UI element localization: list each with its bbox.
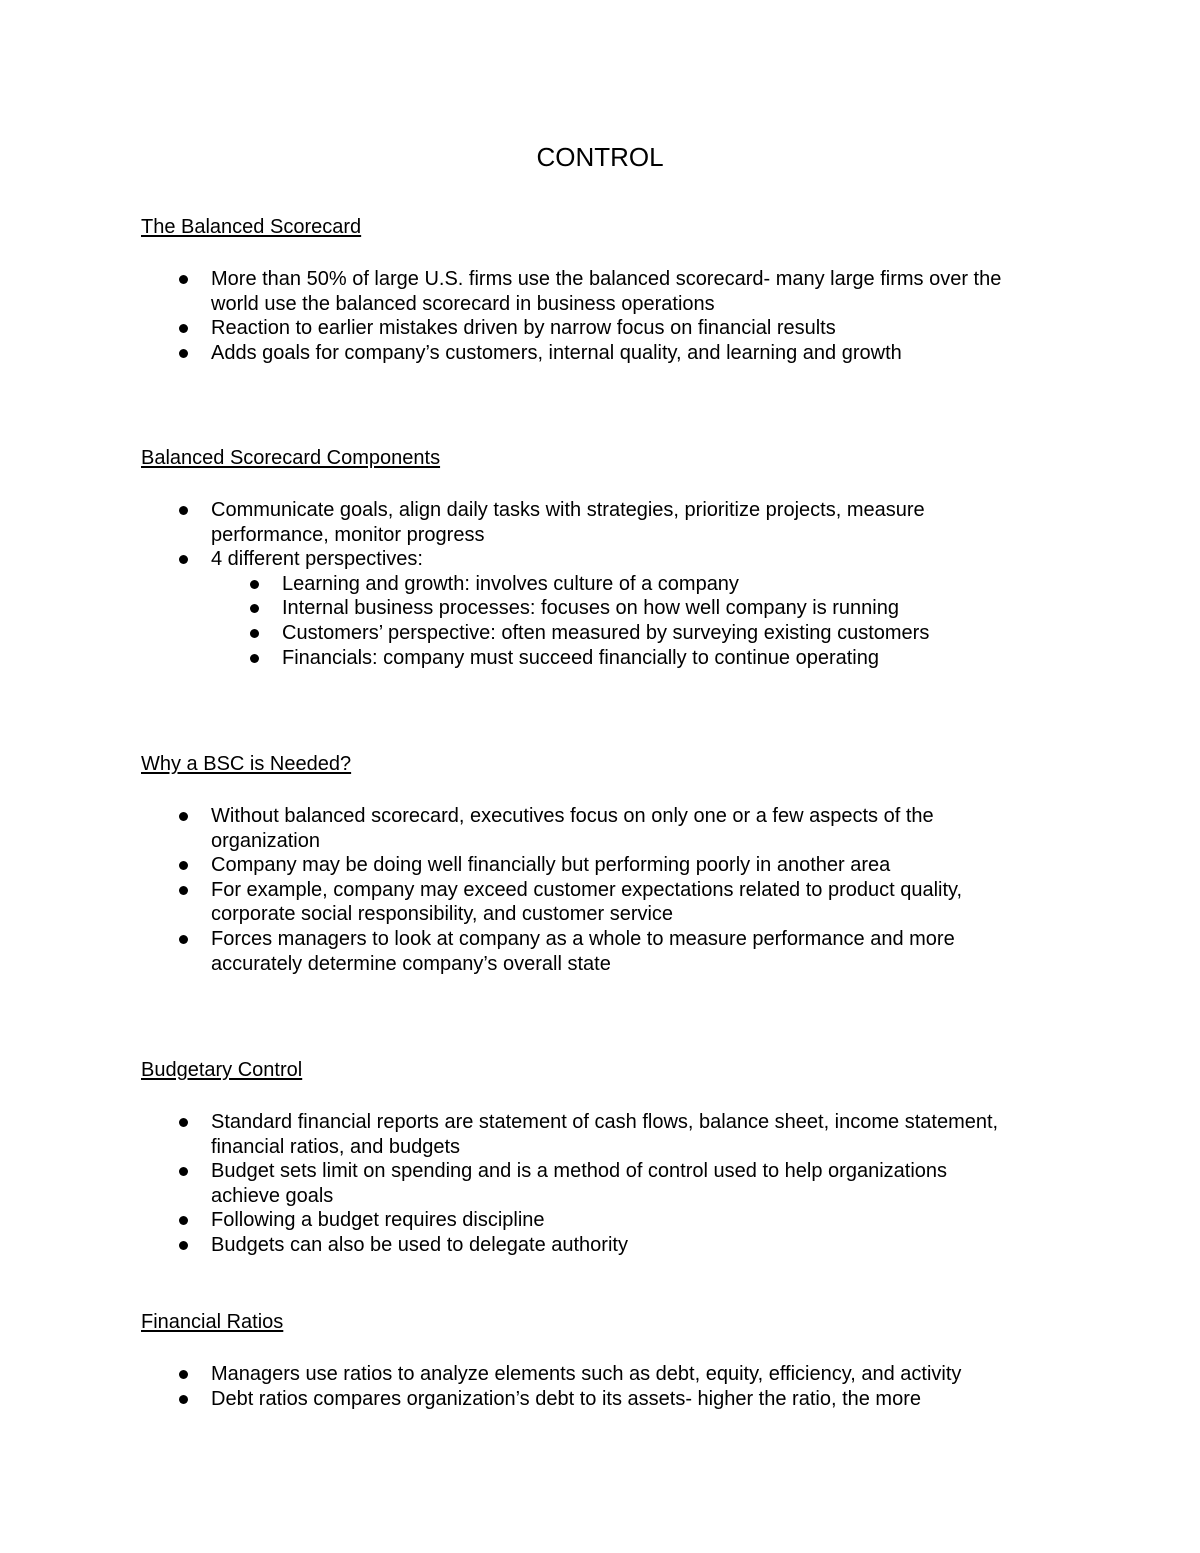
bullet-icon: [250, 604, 259, 613]
bullet-icon: [179, 1370, 188, 1379]
nested-list-item: Internal business processes: focuses on how well company is running: [211, 596, 991, 621]
list-item: Communicate goals, align daily tasks with strategies, prioritize projects, measure performance, monitor progress: [141, 498, 991, 547]
bullet-list: [141, 1362, 1061, 1411]
page-title: CONTROL: [536, 142, 664, 172]
list-item: Following a budget requires discipline: [141, 1208, 1021, 1233]
bullet-icon: [179, 324, 188, 333]
list-item: Forces managers to look at company as a whole to measure performance and more accurately determine company’s overall state: [141, 927, 1031, 976]
bullet-icon: [179, 812, 188, 821]
list-item: Managers use ratios to analyze elements such as debt, equity, efficiency, and activity: [141, 1362, 1061, 1387]
bullet-list: [141, 498, 991, 670]
section-heading: The Balanced Scorecard: [141, 216, 362, 238]
bullet-icon: [179, 1118, 188, 1127]
section-budgetary-control: [141, 1058, 1061, 1258]
bullet-icon: [179, 506, 188, 515]
section-heading: Balanced Scorecard Components: [141, 447, 441, 469]
bullet-icon: [250, 654, 259, 663]
nested-list-item: Learning and growth: involves culture of a company: [211, 572, 991, 597]
list-item: Without balanced scorecard, executives focus on only one or a few aspects of the organization: [141, 804, 1031, 853]
bullet-list: [141, 1110, 1021, 1258]
bullet-icon: [179, 1395, 188, 1404]
bullet-icon: [179, 555, 188, 564]
list-item: Standard financial reports are statement of cash flows, balance sheet, income statement, financial ratios, and budgets: [141, 1110, 1021, 1159]
list-item: For example, company may exceed customer expectations related to product quality, corporate social responsibility, and customer service: [141, 878, 1031, 927]
bullet-icon: [179, 349, 188, 358]
nested-list-item: Financials: company must succeed financially to continue operating: [211, 646, 991, 671]
nested-list-item: Customers’ perspective: often measured by surveying existing customers: [211, 621, 991, 646]
section-balanced-scorecard: [141, 215, 1061, 365]
bullet-icon: [179, 1216, 188, 1225]
section-financial-ratios: [141, 1310, 1061, 1411]
bullet-icon: [179, 1167, 188, 1176]
list-item: Debt ratios compares organization’s debt to its assets- higher the ratio, the more: [141, 1387, 1061, 1412]
section-why-bsc-needed: [141, 752, 1061, 976]
list-item: Budget sets limit on spending and is a method of control used to help organizations achieve goals: [141, 1159, 1021, 1208]
bullet-icon: [179, 935, 188, 944]
section-heading: Why a BSC is Needed?: [141, 753, 352, 775]
list-item: Reaction to earlier mistakes driven by narrow focus on financial results: [141, 316, 1036, 341]
bullet-icon: [179, 886, 188, 895]
list-item: Adds goals for company’s customers, internal quality, and learning and growth: [141, 341, 1036, 366]
list-item: Company may be doing well financially but performing poorly in another area: [141, 853, 1031, 878]
bullet-icon: [179, 861, 188, 870]
list-item: More than 50% of large U.S. firms use the balanced scorecard- many large firms over the world use the balanced scorecard in business operations: [141, 267, 1036, 316]
bullet-icon: [250, 580, 259, 589]
bullet-icon: [250, 629, 259, 638]
list-item: 4 different perspectives: Learning and growth: involves culture of a company Internal business processes: focuses on how well company is running Customers’ perspective: often measured by surveying existing customers Financials: company must succeed financially to continue operating: [141, 547, 991, 670]
bullet-icon: [179, 1241, 188, 1250]
section-heading: Budgetary Control: [141, 1059, 303, 1081]
bullet-icon: [179, 275, 188, 284]
section-heading: Financial Ratios: [141, 1311, 284, 1333]
section-scorecard-components: [141, 446, 1061, 670]
list-item: Budgets can also be used to delegate authority: [141, 1233, 1021, 1258]
bullet-list: [141, 267, 1036, 365]
nested-bullet-list: [211, 572, 991, 670]
bullet-list: [141, 804, 1031, 976]
